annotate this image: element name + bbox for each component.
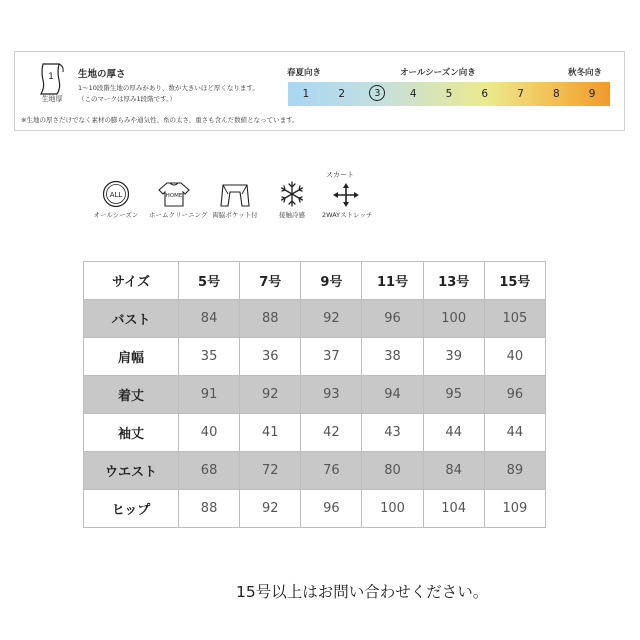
- table-row: [84, 338, 546, 376]
- table-row: [84, 490, 546, 528]
- feature-2way-stretch: [322, 182, 373, 219]
- table-cell: 96: [362, 300, 423, 338]
- table-cell: 94: [362, 376, 423, 414]
- thickness-scale-number-7: 7: [517, 88, 524, 100]
- table-row: [84, 452, 546, 490]
- size-header-cell: サイズ: [84, 262, 179, 300]
- table-cell: 36: [240, 338, 301, 376]
- all-season-icon-text: ALL: [109, 191, 123, 199]
- table-cell: 39: [423, 338, 484, 376]
- feature-all-season: [92, 180, 140, 219]
- fabric-thickness-panel: [14, 51, 625, 131]
- thickness-scale-number-8: 8: [552, 88, 560, 100]
- table-cell: 40: [179, 414, 240, 452]
- thickness-scale-number-5: 5: [445, 88, 453, 100]
- table-cell: 89: [484, 452, 545, 490]
- table-cell: 84: [179, 300, 240, 338]
- table-cell: 80: [362, 452, 423, 490]
- table-cell: 92: [240, 490, 301, 528]
- stretch-skirt-label: スカート: [326, 171, 354, 179]
- home-cleaning-icon: [157, 180, 191, 208]
- table-cell: 109: [484, 490, 545, 528]
- table-cell: 95: [423, 376, 484, 414]
- fabric-thickness-icon-number: 1: [48, 72, 54, 82]
- thickness-scale-number-9: 9: [588, 88, 596, 100]
- thickness-description-1: 1〜10段階生地の厚みがあり、数が大きいほど厚くなります。: [78, 84, 259, 92]
- thickness-scale-number-6: 6: [481, 88, 489, 100]
- feature-cool-touch: [270, 180, 314, 219]
- table-cell: 91: [179, 376, 240, 414]
- table-cell: 88: [179, 490, 240, 528]
- side-pockets-icon: [218, 182, 252, 208]
- season-all-label: オールシーズン向き: [400, 68, 476, 78]
- table-cell: 44: [423, 414, 484, 452]
- table-cell: 43: [362, 414, 423, 452]
- snowflake-icon: [278, 180, 306, 208]
- table-cell: 84: [423, 452, 484, 490]
- table-cell: 38: [362, 338, 423, 376]
- thickness-scale-number-2: 2: [338, 88, 345, 100]
- thickness-scale-bar: [288, 82, 610, 106]
- size-table: [83, 261, 546, 528]
- feature-side-pockets: [210, 182, 260, 219]
- fabric-thickness-icon-label: 生地厚: [41, 95, 63, 103]
- size-header-cell: 13号: [423, 262, 484, 300]
- table-cell: 100: [423, 300, 484, 338]
- table-row-label: 袖丈: [84, 414, 179, 452]
- table-cell: 37: [301, 338, 362, 376]
- size-header-cell: 7号: [240, 262, 301, 300]
- table-cell: 96: [484, 376, 545, 414]
- size-header-cell: 11号: [362, 262, 423, 300]
- 2way-stretch-label: 2WAYストレッチ: [322, 211, 373, 219]
- table-cell: 35: [179, 338, 240, 376]
- thickness-scale-number-3: 3: [369, 85, 385, 101]
- home-cleaning-label: ホームクリーニング: [149, 211, 208, 219]
- side-pockets-label: 両脇ポケット付: [212, 211, 258, 219]
- table-cell: 42: [301, 414, 362, 452]
- feature-home-cleaning: [149, 180, 208, 219]
- season-autumn-winter-label: 秋冬向き: [568, 68, 603, 78]
- size-table-header-row: [84, 262, 546, 300]
- all-season-icon: [102, 180, 130, 208]
- table-cell: 105: [484, 300, 545, 338]
- table-cell: 104: [423, 490, 484, 528]
- cool-touch-label: 接触冷感: [279, 211, 305, 219]
- table-row: [84, 300, 546, 338]
- size-header-cell: 9号: [301, 262, 362, 300]
- footer-note: 15号以上はお問い合わせください。: [236, 583, 489, 601]
- size-header-cell: 5号: [179, 262, 240, 300]
- table-row-label: 着丈: [84, 376, 179, 414]
- table-cell: 76: [301, 452, 362, 490]
- thickness-scale-number-4: 4: [409, 88, 417, 100]
- table-cell: 72: [240, 452, 301, 490]
- season-spring-summer-label: 春夏向き: [287, 68, 322, 78]
- table-row: [84, 414, 546, 452]
- four-way-arrow-icon: [332, 182, 360, 208]
- thickness-scale-number-1: 1: [302, 88, 310, 100]
- table-cell: 68: [179, 452, 240, 490]
- table-cell: 88: [240, 300, 301, 338]
- table-row: [84, 376, 546, 414]
- table-cell: 92: [240, 376, 301, 414]
- size-header-cell: 15号: [484, 262, 545, 300]
- table-cell: 44: [484, 414, 545, 452]
- table-cell: 96: [301, 490, 362, 528]
- all-season-label: オールシーズン: [93, 211, 139, 219]
- table-cell: 92: [301, 300, 362, 338]
- table-row-label: バスト: [84, 300, 179, 338]
- home-cleaning-icon-text: HOME: [165, 193, 183, 199]
- table-row-label: ウエスト: [84, 452, 179, 490]
- thickness-description-2: （このマークは厚み1段階です。）: [78, 95, 176, 103]
- table-cell: 100: [362, 490, 423, 528]
- thickness-note: ※生地の厚さだけでなく素材の膨らみや通気性、糸の太さ、重さも含んだ数値となっています。: [21, 116, 299, 124]
- table-cell: 40: [484, 338, 545, 376]
- thickness-title: 生地の厚さ: [78, 69, 126, 80]
- table-cell: 41: [240, 414, 301, 452]
- table-cell: 93: [301, 376, 362, 414]
- table-row-label: ヒップ: [84, 490, 179, 528]
- table-row-label: 肩幅: [84, 338, 179, 376]
